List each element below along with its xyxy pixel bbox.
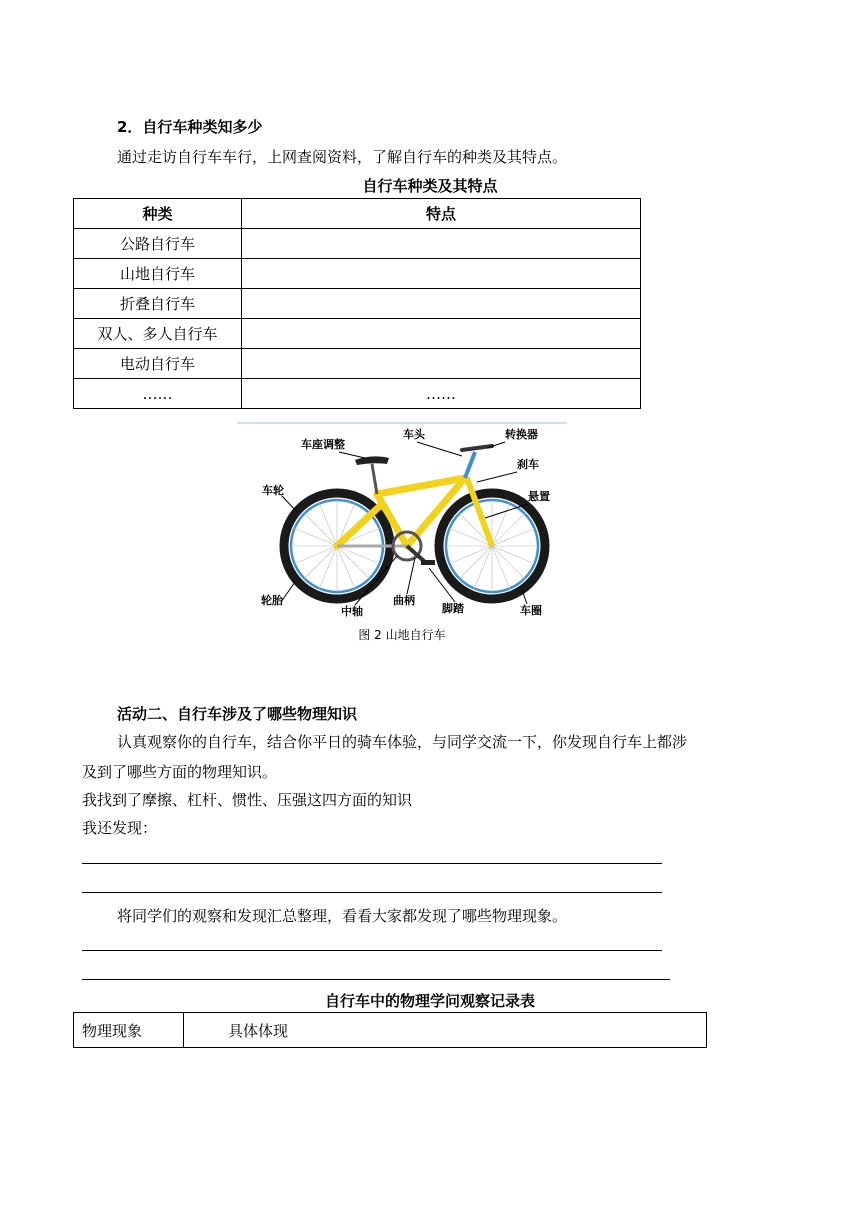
front-fork <box>467 478 492 546</box>
found-statement: 我找到了摩擦、杠杆、惯性、压强这四方面的知识 <box>82 791 413 809</box>
label-seat: 车座调整 <box>301 438 345 451</box>
bicycle-illustration <box>237 422 567 652</box>
label-pedal: 脚踏 <box>442 602 464 615</box>
feature-cell[interactable] <box>242 289 641 319</box>
label-axle: 中轴 <box>341 605 363 618</box>
section-heading: 2．自行车种类知多少 <box>117 118 263 136</box>
physics-observation-table <box>73 1012 707 1048</box>
feature-cell: …… <box>242 379 641 409</box>
activity2-para-line1: 认真观察你的自行车，结合你平日的骑车体验，与同学交流一下，你发现自行车上都涉 <box>117 733 688 751</box>
saddle <box>355 456 389 465</box>
figure-caption: 图 2 山地自行车 <box>358 628 446 642</box>
label-suspension: 悬置 <box>528 490 550 503</box>
table-row <box>74 379 641 409</box>
type-cell: …… <box>74 379 242 409</box>
table-row <box>74 319 641 349</box>
label-shifter: 转换器 <box>505 428 538 441</box>
type-cell: 电动自行车 <box>74 349 242 379</box>
answer-line[interactable] <box>82 863 662 864</box>
feature-cell[interactable] <box>242 229 641 259</box>
bicycle-types-table <box>73 198 641 409</box>
table-row <box>74 349 641 379</box>
table-header-row <box>74 1013 707 1048</box>
answer-line[interactable] <box>82 950 662 951</box>
table1-title: 自行车种类及其特点 <box>362 177 498 195</box>
header-type: 种类 <box>74 199 242 229</box>
bicycle-figure <box>237 422 567 652</box>
label-brake: 刹车 <box>517 458 539 471</box>
feature-cell[interactable] <box>242 349 641 379</box>
type-cell: 山地自行车 <box>74 259 242 289</box>
type-cell: 公路自行车 <box>74 229 242 259</box>
header-feature: 特点 <box>242 199 641 229</box>
activity2-para-line2: 及到了哪些方面的物理知识。 <box>82 763 278 781</box>
section-intro: 通过走访自行车车行，上网查阅资料，了解自行车的种类及其特点。 <box>117 148 568 166</box>
label-wheel: 车轮 <box>262 484 284 497</box>
label-head: 车头 <box>403 428 425 441</box>
answer-line[interactable] <box>82 979 670 980</box>
label-crank: 曲柄 <box>393 594 415 607</box>
summary-text: 将同学们的观察和发现汇总整理，看看大家都发现了哪些物理现象。 <box>117 907 568 925</box>
label-rim: 车圈 <box>520 604 542 617</box>
table-row <box>74 289 641 319</box>
also-found-label: 我还发现： <box>82 819 158 837</box>
activity2-heading: 活动二、自行车涉及了哪些物理知识 <box>117 705 358 723</box>
feature-cell[interactable] <box>242 319 641 349</box>
answer-line[interactable] <box>82 892 662 893</box>
table-row <box>74 259 641 289</box>
table-header-row <box>74 199 641 229</box>
label-tire: 轮胎 <box>261 594 283 607</box>
type-cell: 双人、多人自行车 <box>74 319 242 349</box>
table2-title: 自行车中的物理学问观察记录表 <box>324 992 535 1010</box>
feature-cell[interactable] <box>242 259 641 289</box>
header-phenomenon: 物理现象 <box>74 1013 184 1048</box>
table-row <box>74 229 641 259</box>
type-cell: 折叠自行车 <box>74 289 242 319</box>
header-embodiment: 具体体现 <box>184 1013 707 1048</box>
